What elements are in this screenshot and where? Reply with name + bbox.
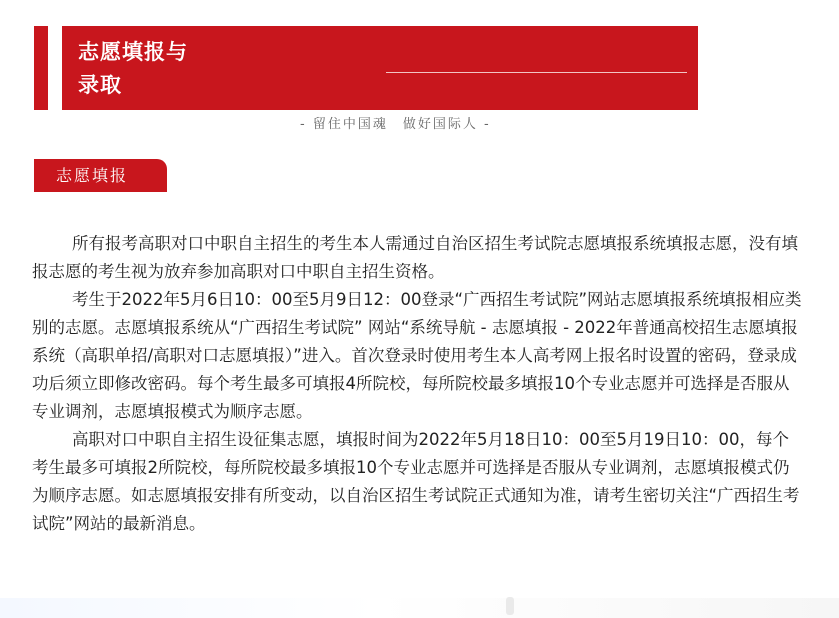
footer-decoration [506,597,514,615]
paragraph-3: 高职对口中职自主招生设征集志愿，填报时间为2022年5月18日10：00至5月19日10：00，每个考生最多可填报2所院校，每所院校最多填报10个专业志愿并可选择是否服从专业调剂，志愿填报模式仍为顺序志愿。如志愿填报安排有所变动，以自治区招生考试院正式通知为准，请考生密切关注“广西招生考试院”网站的最新消息。 [32,430,800,533]
page-title [78,36,188,102]
page-title-line-2: 录取 [78,73,122,97]
article-body [32,230,802,538]
footer-fade [0,598,839,618]
paragraph-1: 所有报考高职对口中职自主招生的考生本人需通过自治区招生考试院志愿填报系统填报志愿，没有填报志愿的考生视为放弃参加高职对口中职自主招生资格。 [32,234,798,281]
page-title-line-1: 志愿填报与 [78,40,188,64]
section-tag: 志愿填报 [34,159,167,192]
paragraph-2: 考生于2022年5月6日10：00至5月9日12：00登录“广西招生考试院”网站志愿填报系统填报相应类别的志愿。志愿填报系统从“广西招生考试院” 网站“系统导航 - 志愿填报 - 2022年普通高校招生志愿填报系统（高职单招/高职对口志愿填报）”进入。首次登录时使用考生本人高考网上报名时设置的密码，登录成功后须立即修改密码。每个考生最多可填报4所院校，每所院校最多填报10个专业志愿并可选择是否服从专业调剂，志愿填报模式为顺序志愿。 [32,290,802,421]
title-banner [34,26,698,110]
banner-accent-stripe [48,26,62,110]
banner-divider-line [386,72,687,73]
motto-subtitle: - 留住中国魂 做好国际人 - [300,117,491,132]
